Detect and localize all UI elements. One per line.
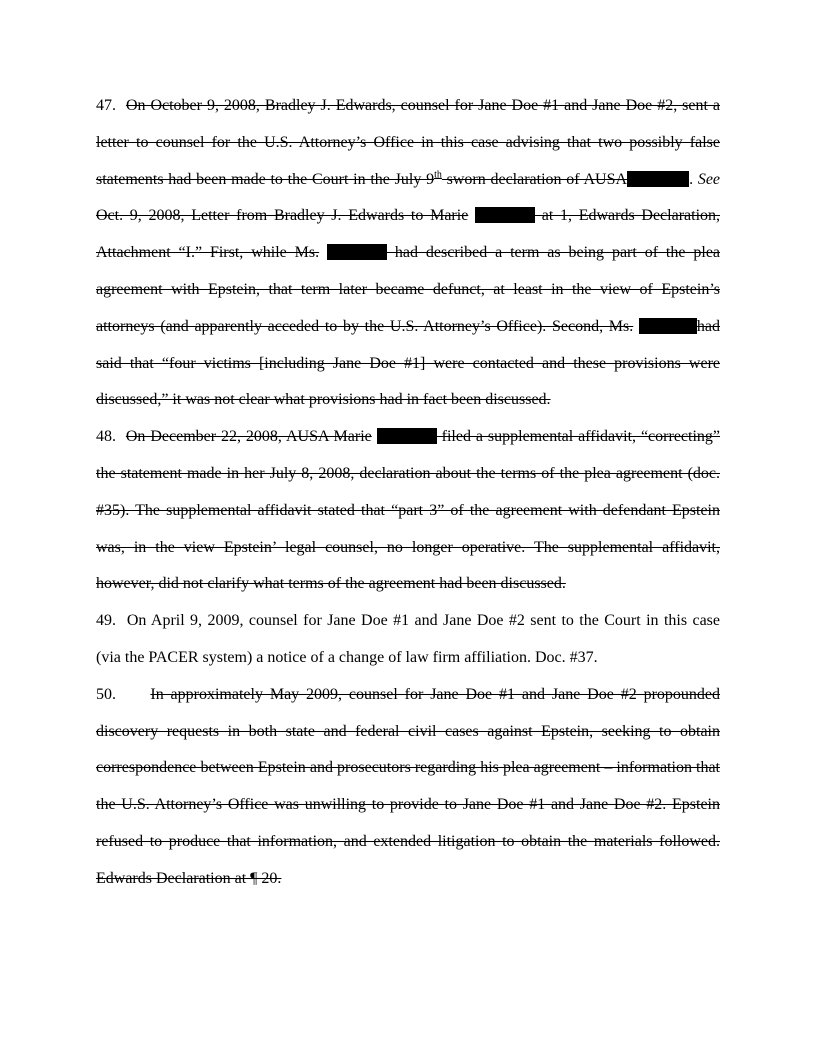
paragraph-line <box>96 235 720 272</box>
paragraph-number: 47. <box>96 97 116 114</box>
paragraph-47 <box>96 88 720 419</box>
superscript: th <box>434 169 442 181</box>
paragraph-line: #35). The supplemental affidavit stated that “part 3” of the agreement with defendant Epstein <box>96 501 720 519</box>
paragraph-49 <box>96 603 720 677</box>
paragraph-text: had <box>696 317 721 335</box>
redaction-box <box>377 428 437 444</box>
paragraph-line: the statement made in her July 8, 2008, declaration about the terms of the plea agreement (doc. <box>96 464 720 482</box>
paragraph-line: agreement with Epstein, that term later became defunct, at least in the view of Epstein’s <box>96 280 720 298</box>
redaction-box <box>627 171 689 187</box>
paragraph-text: Attachment “I.” First, while Ms. <box>96 244 320 262</box>
paragraph-line: (via the PACER system) a notice of a change of law firm affiliation. Doc. #37. <box>96 648 598 666</box>
paragraph-line: Edwards Declaration at ¶ 20. <box>96 869 282 887</box>
paragraph-line: letter to counsel for the U.S. Attorney’s Office in this case advising that two possibly false <box>96 133 720 151</box>
paragraph-text: Oct. 9, 2008, Letter from Bradley J. Edwards to Marie <box>96 207 469 225</box>
paragraph-text: statements had been made to the Court in the July 9 <box>96 170 435 188</box>
redaction-box <box>475 207 535 223</box>
paragraph-line: was, in the view Epstein’ legal counsel, no longer operative. The supplemental affidavit, <box>96 538 720 556</box>
paragraph-line <box>96 677 720 714</box>
paragraph-text: filed a supplemental affidavit, “correcting” <box>436 428 721 446</box>
paragraph-line <box>96 162 720 199</box>
paragraph-text: had described a term as being part of the plea <box>387 244 721 262</box>
paragraph-text: sworn declaration of AUSA <box>441 170 628 188</box>
paragraph-number: 49. <box>96 612 116 630</box>
paragraph-text: . <box>689 170 694 188</box>
paragraph-48 <box>96 419 720 603</box>
paragraph-text: at 1, Edwards Declaration, <box>535 207 721 225</box>
paragraph-number: 50. <box>96 685 116 703</box>
citation-signal: See <box>697 170 721 188</box>
paragraph-line: discussed,” it was not clear what provisions had in fact been discussed. <box>96 391 551 409</box>
paragraph-line: refused to produce that information, and extended litigation to obtain the materials followed. <box>96 832 720 850</box>
paragraph-line: discovery requests in both state and federal civil cases against Epstein, seeking to obtain <box>96 722 720 740</box>
paragraph-text: In approximately May 2009, counsel for Jane Doe #1 and Jane Doe #2 propounded <box>150 685 720 703</box>
paragraph-line: correspondence between Epstein and prosecutors regarding his plea agreement – information that <box>96 759 720 777</box>
paragraph-line <box>96 603 720 640</box>
paragraph-line <box>96 88 720 125</box>
paragraph-text: On December 22, 2008, AUSA Marie <box>125 428 372 446</box>
paragraph-text: On April 9, 2009, counsel for Jane Doe #1 and Jane Doe #2 sent to the Court in this case <box>126 612 721 630</box>
paragraph-number: 48. <box>96 428 116 446</box>
paragraph-text: attorneys (and apparently acceded to by the U.S. Attorney’s Office). Second, Ms. <box>96 317 634 335</box>
redaction-box <box>327 244 387 260</box>
paragraph-line <box>96 419 720 456</box>
paragraph-50 <box>96 677 720 898</box>
paragraph-line <box>96 309 720 346</box>
paragraph-line: the U.S. Attorney’s Office was unwilling to provide to Jane Doe #1 and Jane Doe #2. Epstein <box>96 796 720 814</box>
paragraph-line: however, did not clarify what terms of the agreement had been discussed. <box>96 575 566 593</box>
paragraph-line <box>96 198 720 235</box>
document-page <box>96 88 720 898</box>
paragraph-text: On October 9, 2008, Bradley J. Edwards, counsel for Jane Doe #1 and Jane Doe #2, sent a <box>125 97 721 114</box>
redaction-box <box>639 318 697 334</box>
paragraph-line: said that “four victims [including Jane Doe #1] were contacted and these provisions were <box>96 354 720 372</box>
